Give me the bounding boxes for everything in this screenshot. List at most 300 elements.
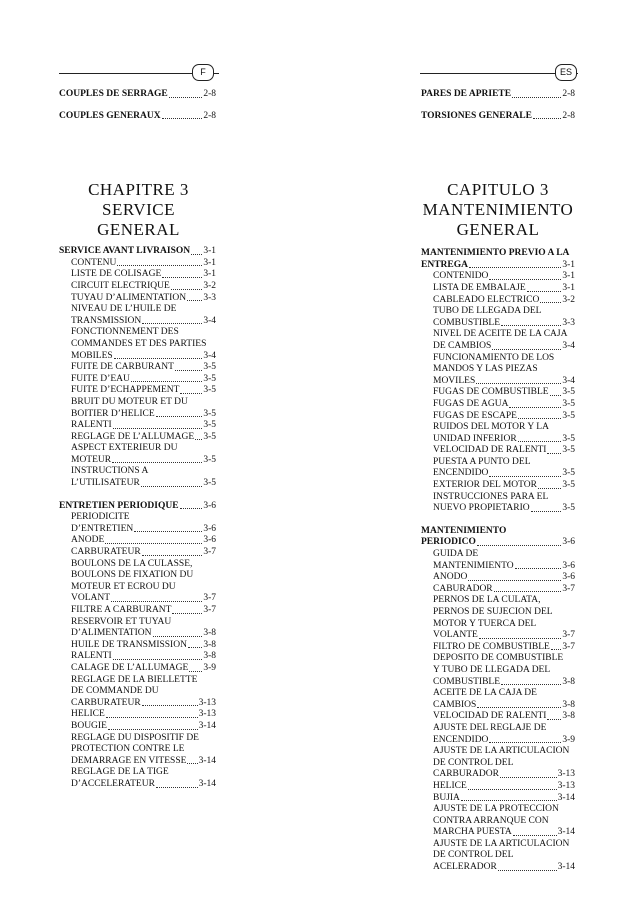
toc-item-page: 3-6 — [203, 535, 216, 546]
toc-item-title: CARBURATEUR — [71, 697, 141, 708]
toc-section-line: MANTENIMIENTO PREVIO A LA — [421, 248, 570, 259]
dot-leader — [513, 835, 557, 836]
toc-item-line: NIVEAU DE L’HUILE DE — [71, 304, 177, 315]
toc-item-title: FUITE D’EAU — [71, 373, 130, 384]
dot-leader — [131, 381, 202, 382]
section-gap — [59, 490, 216, 501]
toc-item — [59, 651, 216, 663]
toc-item-page: 3-13 — [557, 780, 575, 791]
toc-item-page: 3-7 — [203, 593, 216, 604]
toc-item — [59, 535, 216, 547]
toc-item-line: PROTECTION CONTRE LE — [71, 744, 185, 755]
toc-entry-title: TORSIONES GENERALE — [421, 110, 532, 121]
toc-column-right — [421, 89, 575, 874]
dot-leader — [105, 543, 202, 544]
dot-leader — [489, 742, 561, 743]
toc-item-page: 3-7 — [562, 630, 575, 641]
dot-leader — [162, 277, 202, 278]
toc-item — [59, 605, 216, 617]
toc-item-title: MOBILES — [71, 350, 113, 361]
toc-item — [421, 735, 575, 747]
toc-item-page: 3-4 — [562, 375, 575, 386]
toc-item — [421, 781, 575, 793]
dot-leader — [195, 439, 202, 440]
toc-item — [59, 420, 216, 432]
toc-item-title: CABLEADO ELECTRICO — [433, 294, 540, 305]
dot-leader — [540, 302, 561, 303]
toc-item — [59, 640, 216, 652]
toc-item-page: 3-5 — [203, 362, 216, 373]
toc-item-page: 3-6 — [562, 572, 575, 583]
toc-item-title: BOITIER D’HELICE — [71, 408, 155, 419]
toc-item — [421, 445, 575, 457]
dot-leader — [527, 291, 562, 292]
dot-leader — [551, 649, 562, 650]
dot-leader — [142, 705, 198, 706]
dot-leader — [518, 418, 561, 419]
toc-item-title: COMBUSTIBLE — [433, 676, 501, 687]
toc-item-title: ANODO — [433, 572, 468, 583]
toc-item-title: HELICE — [433, 780, 467, 791]
toc-section-title: ENTRETIEN PERIODIQUE — [59, 500, 179, 511]
toc-item — [421, 468, 575, 480]
toc-item-page: 3-7 — [562, 641, 575, 652]
dot-leader — [500, 777, 557, 778]
toc-item-page: 3-14 — [557, 862, 575, 873]
toc-item-page: 3-1 — [203, 257, 216, 268]
toc-sections-right — [421, 248, 575, 873]
chapter-title-line: CHAPITRE 3 — [88, 180, 189, 200]
toc-item-title: VOLANTE — [433, 630, 478, 641]
toc-item-page: 3-13 — [198, 709, 216, 720]
toc-item — [421, 503, 575, 515]
chapter-title-line: MANTENIMIENTO — [422, 200, 574, 220]
toc-entry-top — [59, 111, 216, 123]
dot-leader — [187, 300, 202, 301]
toc-item — [59, 293, 216, 305]
toc-item-page: 3-14 — [198, 778, 216, 789]
toc-entry-page: 2-8 — [203, 89, 216, 99]
toc-item — [421, 411, 575, 423]
dot-leader — [461, 800, 557, 801]
toc-item-page: 3-4 — [203, 315, 216, 326]
toc-item — [59, 281, 216, 293]
toc-item-title: HELICE — [71, 709, 105, 720]
dot-leader — [169, 97, 203, 98]
toc-item — [59, 409, 216, 421]
dot-leader — [111, 601, 202, 602]
toc-item-title: CARBURATEUR — [71, 547, 141, 558]
toc-item-title: MOTEUR — [71, 454, 112, 465]
toc-entry-page: 2-8 — [562, 89, 575, 99]
dot-leader — [113, 659, 203, 660]
toc-entry-title: COUPLES DE SERRAGE — [59, 89, 168, 99]
dot-leader — [142, 323, 202, 324]
dot-leader — [477, 707, 561, 708]
toc-item — [421, 642, 575, 654]
dot-leader — [175, 370, 202, 371]
toc-item-title: FUGAS DE AGUA — [433, 398, 509, 409]
toc-item-page: 3-5 — [203, 478, 216, 489]
toc-item — [421, 387, 575, 399]
toc-item-title: ACELERADOR — [433, 862, 497, 873]
toc-item-line: BOULONS DE LA CULASSE, — [71, 558, 193, 569]
toc-item-title: CONTENIDO — [433, 271, 489, 282]
toc-item-title: FUGAS DE COMBUSTIBLE — [433, 387, 549, 398]
chapter-title-line: SERVICE GENERAL — [97, 200, 180, 240]
toc-item — [421, 711, 575, 723]
toc-item-page: 3-5 — [203, 385, 216, 396]
toc-item — [59, 385, 216, 397]
toc-item-line: DEPOSITO DE COMBUSTIBLE — [433, 653, 564, 664]
toc-entry-top — [421, 111, 575, 123]
toc-item-line: COMMANDES ET DES PARTIES — [71, 338, 207, 349]
dot-leader — [113, 428, 203, 429]
lang-tag-right: ES — [555, 64, 577, 81]
toc-item — [59, 269, 216, 281]
toc-item-title: VOLANT — [71, 593, 111, 604]
toc-item-title: CABURADOR — [433, 583, 493, 594]
dot-leader — [171, 289, 203, 290]
dot-leader — [515, 568, 562, 569]
toc-entry-page: 2-8 — [203, 110, 216, 121]
toc-item-line: Y TUBO DE LLEGADA DEL — [433, 664, 551, 675]
toc-item — [421, 572, 575, 584]
dot-leader — [142, 555, 203, 556]
toc-item-title: CONTENU — [71, 257, 117, 268]
toc-item-title: CALAGE DE L’ALLUMAGE — [71, 662, 189, 673]
dot-leader — [476, 383, 561, 384]
dot-leader — [489, 476, 561, 477]
toc-item-page: 3-6 — [562, 560, 575, 571]
toc-item-page: 3-5 — [203, 408, 216, 419]
toc-item-line: MOTEUR ET ECROU DU — [71, 581, 176, 592]
toc-item-page: 3-5 — [562, 480, 575, 491]
toc-item-title: LISTE DE COLISAGE — [71, 269, 162, 280]
toc-item-title: D’ACCELERATEUR — [71, 778, 155, 789]
toc-section-page: 3-1 — [562, 259, 575, 270]
toc-item-title: DE CAMBIOS — [433, 340, 492, 351]
toc-item-line: CONTRA ARRANQUE CON — [433, 815, 549, 826]
toc-item-title: LISTA DE EMBALAJE — [433, 282, 526, 293]
toc-item-line: MOTOR Y TUERCA DEL — [433, 618, 537, 629]
dot-leader — [114, 358, 203, 359]
toc-item — [421, 376, 575, 388]
toc-item — [59, 628, 216, 640]
toc-item — [421, 700, 575, 712]
toc-item-line: REGLAGE DE LA BIELLETTE — [71, 674, 198, 685]
toc-item-page: 3-7 — [203, 547, 216, 558]
toc-section — [421, 537, 575, 549]
toc-item-line: AJUSTE DEL REGLAJE DE — [433, 722, 547, 733]
dot-leader — [501, 684, 561, 685]
toc-item — [421, 271, 575, 283]
toc-item-title: MANTENIMIENTO — [433, 560, 514, 571]
toc-item-line: ACEITE DE LA CAJA DE — [433, 688, 537, 699]
toc-item — [59, 779, 216, 791]
toc-item-title: FILTRE A CARBURANT — [71, 605, 172, 615]
toc-item-page: 3-14 — [557, 827, 575, 838]
toc-section-page: 3-6 — [562, 537, 575, 548]
toc-item-page: 3-9 — [203, 662, 216, 673]
toc-item — [59, 432, 216, 444]
toc-item-page: 3-9 — [562, 734, 575, 745]
toc-item-line: ASPECT EXTERIEUR DU — [71, 443, 178, 454]
dot-leader — [180, 508, 203, 509]
toc-item — [59, 455, 216, 467]
toc-item-title: ENCENDIDO — [433, 468, 489, 479]
toc-item-title: HUILE DE TRANSMISSION — [71, 639, 187, 650]
dot-leader — [489, 279, 561, 280]
toc-item-line: BOULONS DE FIXATION DU — [71, 570, 194, 581]
toc-item-title: RALENTI — [71, 420, 112, 431]
dot-leader — [153, 636, 203, 637]
toc-item-page: 3-5 — [203, 431, 216, 442]
toc-item-page: 3-6 — [203, 523, 216, 534]
toc-item — [421, 295, 575, 307]
toc-item — [59, 374, 216, 386]
toc-item-page: 3-5 — [562, 445, 575, 456]
dot-leader — [479, 638, 561, 639]
toc-item-line: PERNOS DE LA CULATA, — [433, 595, 541, 606]
toc-item-title: D’ENTRETIEN — [71, 523, 134, 534]
dot-leader — [106, 717, 198, 718]
toc-item-title: UNIDAD INFERIOR — [433, 433, 517, 444]
dot-leader — [187, 763, 197, 764]
toc-item-line: GUIDA DE — [433, 549, 479, 560]
toc-item-title: ENCENDIDO — [433, 734, 489, 745]
dot-leader — [172, 613, 202, 614]
dot-leader — [512, 97, 561, 98]
dot-leader — [509, 407, 561, 408]
toc-item-line: PUESTA A PUNTO DEL — [433, 456, 531, 467]
dot-leader — [134, 531, 202, 532]
toc-section-title: SERVICE AVANT LIVRAISON — [59, 246, 191, 257]
chapter-title-left — [59, 180, 216, 240]
toc-item — [59, 316, 216, 328]
toc-item-page: 3-7 — [562, 583, 575, 594]
toc-item — [59, 698, 216, 710]
toc-item-line: RUIDOS DEL MOTOR Y LA — [433, 422, 549, 433]
toc-item-title: MOVILES — [433, 375, 476, 386]
toc-item-title: EXTERIOR DEL MOTOR — [433, 480, 537, 491]
toc-item — [421, 434, 575, 446]
toc-item-page: 3-5 — [562, 503, 575, 514]
toc-item — [59, 663, 216, 675]
toc-item-line: PERNOS DE SUJECION DEL — [433, 607, 553, 617]
toc-item-page: 3-13 — [557, 769, 575, 780]
toc-item-line: INSTRUCCIONES PARA EL — [433, 491, 549, 502]
toc-item-title: DEMARRAGE EN VITESSE — [71, 755, 187, 766]
toc-item — [421, 341, 575, 353]
toc-entry-title: COUPLES GENERAUX — [59, 110, 161, 121]
toc-item-title: L’UTILISATEUR — [71, 478, 140, 489]
toc-item — [59, 547, 216, 559]
toc-item-page: 3-14 — [198, 755, 216, 766]
toc-item-title: COMBUSTIBLE — [433, 317, 501, 328]
toc-item-line: NIVEL DE ACEITE DE LA CAJA — [433, 329, 568, 340]
toc-item-title: FUGAS DE ESCAPE — [433, 410, 517, 421]
section-gap — [421, 515, 575, 526]
dot-leader — [518, 441, 562, 442]
dot-leader — [189, 671, 202, 672]
dot-leader — [162, 118, 203, 119]
toc-item-line: DE COMMANDE DU — [71, 686, 159, 697]
toc-item — [421, 793, 575, 805]
toc-item-title: CAMBIOS — [433, 699, 477, 710]
toc-item — [421, 399, 575, 411]
dot-leader — [547, 453, 561, 454]
toc-section — [59, 246, 216, 258]
toc-item — [421, 283, 575, 295]
toc-item-page: 3-7 — [203, 605, 216, 615]
toc-item — [59, 721, 216, 733]
toc-item-title: TUYAU D’ALIMENTATION — [71, 292, 187, 303]
toc-item — [421, 561, 575, 573]
toc-item-title: REGLAGE DE L’ALLUMAGE — [71, 431, 195, 442]
toc-item-title: CARBURADOR — [433, 769, 499, 780]
toc-entry-page: 2-8 — [562, 110, 575, 121]
dot-leader — [156, 787, 198, 788]
toc-item — [59, 351, 216, 363]
toc-entry-top — [421, 89, 575, 101]
toc-section-title: ENTREGA — [421, 259, 468, 270]
toc-item-page: 3-13 — [198, 697, 216, 708]
dot-leader — [550, 395, 562, 396]
toc-item-page: 3-8 — [562, 699, 575, 710]
dot-leader — [141, 486, 203, 487]
toc-item-title: CIRCUIT ELECTRIQUE — [71, 280, 170, 291]
dot-leader — [531, 511, 562, 512]
toc-item-page: 3-5 — [562, 468, 575, 479]
toc-item-page: 3-1 — [562, 282, 575, 293]
lang-tag-left: F — [192, 64, 214, 81]
toc-item-line: AJUSTE DE LA PROTECCION — [433, 804, 559, 815]
toc-item-page: 3-8 — [203, 639, 216, 650]
toc-item-page: 3-3 — [203, 292, 216, 303]
toc-item-page: 3-2 — [562, 294, 575, 305]
dot-leader — [492, 349, 561, 350]
toc-item-page: 3-8 — [203, 628, 216, 639]
dot-leader — [188, 647, 202, 648]
toc-item-line: TUBO DE LLEGADA DEL — [433, 306, 542, 317]
toc-item-line: BRUIT DU MOTEUR ET DU — [71, 396, 188, 407]
dot-leader — [533, 118, 561, 119]
toc-item — [421, 827, 575, 839]
dot-leader — [468, 580, 561, 581]
toc-section — [421, 260, 575, 272]
toc-item-title: FUITE DE CARBURANT — [71, 362, 174, 373]
toc-item-line: INSTRUCTIONS A — [71, 466, 149, 477]
toc-item — [421, 318, 575, 330]
toc-item-page: 3-3 — [562, 317, 575, 328]
toc-item-title: VELOCIDAD DE RALENTI — [433, 445, 547, 456]
toc-section-page: 3-1 — [203, 246, 216, 257]
toc-item-page: 3-5 — [203, 454, 216, 465]
toc-item-line: AJUSTE DE LA ARTICULACION — [433, 838, 570, 849]
toc-entry-title: PARES DE APRIETE — [421, 89, 512, 99]
toc-section-line: MANTENIMIENTO — [421, 525, 507, 536]
toc-item-title: NUEVO PROPIETARIO — [433, 503, 530, 514]
toc-item-line: PERIODICITE — [71, 512, 130, 523]
toc-item — [59, 524, 216, 536]
toc-item — [59, 362, 216, 374]
dot-leader — [494, 591, 562, 592]
toc-item-line: DE CONTROL DEL — [433, 850, 514, 861]
toc-item-page: 3-4 — [562, 340, 575, 351]
toc-item-page: 3-2 — [203, 280, 216, 291]
toc-item-page: 3-5 — [203, 373, 216, 384]
toc-item-page: 3-4 — [203, 350, 216, 361]
toc-item — [59, 593, 216, 605]
toc-item-page: 3-5 — [562, 433, 575, 444]
toc-item-title: TRANSMISSION — [71, 315, 142, 326]
dot-leader — [156, 416, 203, 417]
toc-item-page: 3-8 — [203, 651, 216, 662]
toc-item-line: REGLAGE DU DISPOSITIF DE — [71, 732, 199, 743]
toc-column-left — [59, 89, 216, 791]
toc-item-page: 3-5 — [203, 420, 216, 431]
toc-item-line: REGLAGE DE LA TIGE — [71, 767, 169, 778]
toc-item-page: 3-1 — [203, 269, 216, 280]
toc-item — [59, 478, 216, 490]
dot-leader — [498, 870, 557, 871]
toc-item — [59, 258, 216, 270]
toc-section — [59, 501, 216, 513]
top-entries-left — [59, 89, 216, 122]
toc-item-line: FUNCIONAMIENTO DE LOS — [433, 352, 555, 363]
dot-leader — [117, 265, 202, 266]
toc-item-title: D’ALIMENTATION — [71, 628, 152, 639]
toc-item-title: ANODE — [71, 535, 105, 546]
dot-leader — [180, 393, 202, 394]
dot-leader — [538, 488, 561, 489]
toc-item-line: RESERVOIR ET TUYAU — [71, 616, 172, 627]
toc-item-page: 3-8 — [562, 711, 575, 722]
toc-item — [59, 756, 216, 768]
dot-leader — [547, 719, 561, 720]
dot-leader — [469, 267, 561, 268]
toc-item — [421, 630, 575, 642]
chapter-title-line: GENERAL — [456, 220, 540, 240]
dot-leader — [477, 545, 561, 546]
toc-item-title: FILTRO DE COMBUSTIBLE — [433, 641, 550, 652]
toc-sections-left — [59, 246, 216, 790]
toc-item-title: BOUGIE — [71, 720, 107, 731]
toc-item — [421, 584, 575, 596]
toc-item-title: VELOCIDAD DE RALENTI — [433, 711, 547, 722]
toc-item-page: 3-5 — [562, 410, 575, 421]
dot-leader — [108, 729, 198, 730]
dot-leader — [468, 789, 557, 790]
toc-item-title: FUITE D’ECHAPPEMENT — [71, 385, 180, 396]
chapter-title-line: CAPITULO 3 — [447, 180, 549, 200]
toc-item-title: BUJIA — [433, 792, 460, 803]
toc-item-page: 3-5 — [562, 387, 575, 398]
toc-item-line: DE CONTROL DEL — [433, 757, 514, 768]
toc-entry-top — [59, 89, 216, 101]
toc-item-page: 3-14 — [557, 792, 575, 803]
toc-item-page: 3-5 — [562, 398, 575, 409]
toc-section-page: 3-6 — [203, 500, 216, 511]
chapter-title-right — [421, 180, 575, 240]
toc-item-page: 3-8 — [562, 676, 575, 687]
dot-leader — [191, 254, 202, 255]
toc-item-line: MANDOS Y LAS PIEZAS — [433, 364, 538, 375]
toc-item — [421, 769, 575, 781]
toc-item — [59, 709, 216, 721]
toc-item — [421, 862, 575, 874]
